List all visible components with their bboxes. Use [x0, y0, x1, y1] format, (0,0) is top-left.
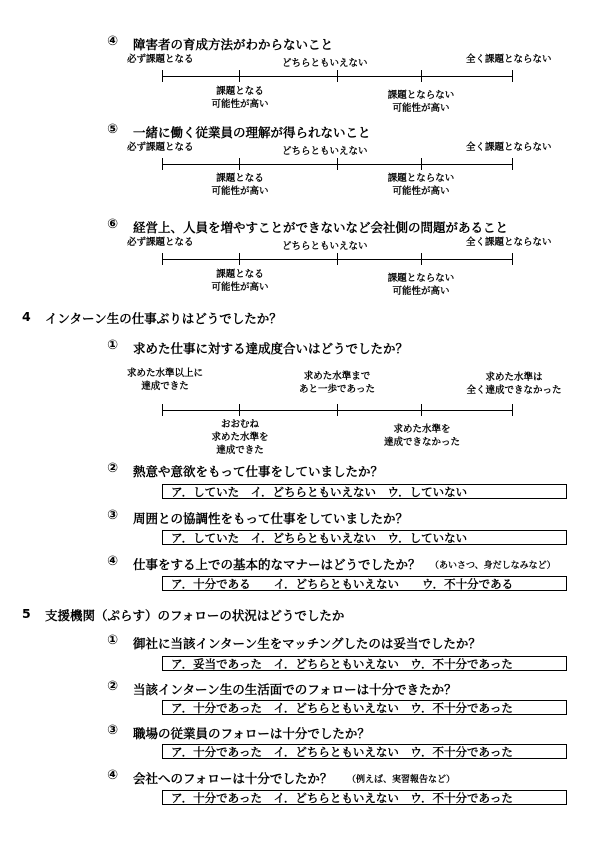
scale-label-left: 必ず課題となる: [127, 237, 194, 248]
answer-options[interactable]: ア．していた イ．どちらともいえない ウ．していない: [162, 530, 567, 545]
scale-label-left: 必ず課題となる: [127, 142, 194, 153]
question-number: ⑤: [107, 122, 119, 137]
scale-label-between-2: 課題とならない 可能性が高い: [387, 173, 455, 197]
question-text: 障害者の育成方法がわからないこと: [133, 37, 334, 52]
scale-label-right: 全く課題とならない: [466, 142, 552, 153]
answer-options[interactable]: ア．妥当であった イ．どちらともいえない ウ．不十分であった: [162, 656, 567, 671]
question-text: 仕事をする上での基本的なマナーはどうでしたか？: [133, 557, 421, 572]
scale-label-between-1: 課題となる 可能性が高い: [211, 173, 269, 197]
scale-tick[interactable]: [239, 70, 240, 82]
scale-tick[interactable]: [421, 253, 422, 265]
section-title: インターン生の仕事ぶりはどうでしたか？: [45, 311, 282, 326]
scale-tick[interactable]: [337, 158, 338, 170]
scale-tick[interactable]: [337, 70, 338, 82]
question-note: （例えば、実習報告など）: [347, 775, 456, 785]
scale-tick[interactable]: [421, 404, 422, 416]
section-number: 5: [22, 606, 31, 621]
scale-label-between-2: 課題とならない 可能性が高い: [387, 273, 455, 297]
scale-tick[interactable]: [512, 404, 513, 416]
scale-tick[interactable]: [512, 158, 513, 170]
answer-options[interactable]: ア．十分であった イ．どちらともいえない ウ．不十分であった: [162, 744, 567, 759]
question-note: （あいさつ、身だしなみなど）: [430, 561, 556, 571]
question-number: ⑥: [107, 217, 119, 232]
scale-label-between-2: 課題とならない 可能性が高い: [387, 90, 455, 114]
answer-options[interactable]: ア．十分であった イ．どちらともいえない ウ．不十分であった: [162, 790, 567, 805]
question-number: ④: [107, 554, 119, 569]
scale-tick[interactable]: [162, 158, 163, 170]
answer-options[interactable]: ア．十分である イ．どちらともいえない ウ．不十分である: [162, 576, 567, 591]
question-number: ④: [107, 768, 119, 783]
scale-label-middle: どちらともいえない: [282, 58, 368, 69]
question-text: 会社へのフォローは十分でしたか？: [133, 771, 333, 786]
question-text: 熱意や意欲をもって仕事をしていましたか？: [133, 464, 384, 479]
question-number: ③: [107, 723, 119, 738]
scale-tick[interactable]: [239, 404, 240, 416]
question-number: ①: [107, 633, 119, 648]
scale-tick[interactable]: [337, 404, 338, 416]
scale-label-left: 必ず課題となる: [127, 54, 194, 65]
question-text: 求めた仕事に対する達成度合いはどうでしたか？: [133, 341, 409, 356]
scale-label-middle: どちらともいえない: [282, 146, 368, 157]
scale-label-right: 求めた水準は 全く達成できなかった: [466, 372, 562, 396]
answer-options[interactable]: ア．していた イ．どちらともいえない ウ．していない: [162, 484, 567, 499]
scale-tick[interactable]: [162, 253, 163, 265]
question-text: 御社に当該インターン生をマッチングしたのは妥当でしたか？: [133, 636, 481, 651]
question-text: 周囲との協調性をもって仕事をしていましたか？: [133, 511, 409, 526]
question-text: 職場の従業員のフォローは十分でしたか？: [133, 726, 370, 741]
scale-tick[interactable]: [162, 404, 163, 416]
scale-label-right: 全く課題とならない: [466, 237, 552, 248]
question-number: ③: [107, 508, 119, 523]
scale-label-right: 全く課題とならない: [466, 54, 552, 65]
question-text: 一緒に働く従業員の理解が得られないこと: [133, 125, 371, 140]
answer-options[interactable]: ア．十分であった イ．どちらともいえない ウ．不十分であった: [162, 700, 567, 715]
scale-label-between-1: おおむね 求めた水準を 達成できた: [211, 419, 269, 456]
scale-label-left: 求めた水準以上に 達成できた: [126, 368, 203, 392]
scale-tick[interactable]: [239, 158, 240, 170]
question-text: 当該インターン生の生活面でのフォローは十分できたか？: [133, 682, 457, 697]
scale-label-between-2: 求めた水準を 達成できなかった: [383, 424, 460, 448]
section-title: 支援機関（ぷらす）のフォローの状況はどうでしたか: [45, 608, 345, 623]
scale-label-middle: どちらともいえない: [282, 241, 368, 252]
question-number: ④: [107, 34, 119, 49]
scale-tick[interactable]: [421, 158, 422, 170]
scale-label-between-1: 課題となる 可能性が高い: [211, 86, 269, 110]
question-text: 経営上、人員を増やすことができないなど会社側の問題があること: [133, 220, 509, 235]
scale-tick[interactable]: [512, 70, 513, 82]
question-number: ②: [107, 679, 119, 694]
scale-tick[interactable]: [512, 253, 513, 265]
scale-label-between-1: 課題となる 可能性が高い: [211, 269, 269, 293]
scale-tick[interactable]: [421, 70, 422, 82]
scale-tick[interactable]: [337, 253, 338, 265]
scale-tick[interactable]: [239, 253, 240, 265]
question-number: ②: [107, 461, 119, 476]
question-number: ①: [107, 338, 119, 353]
scale-label-middle: 求めた水準まで あと一歩であった: [299, 371, 375, 395]
scale-tick[interactable]: [162, 70, 163, 82]
section-number: 4: [22, 309, 31, 324]
